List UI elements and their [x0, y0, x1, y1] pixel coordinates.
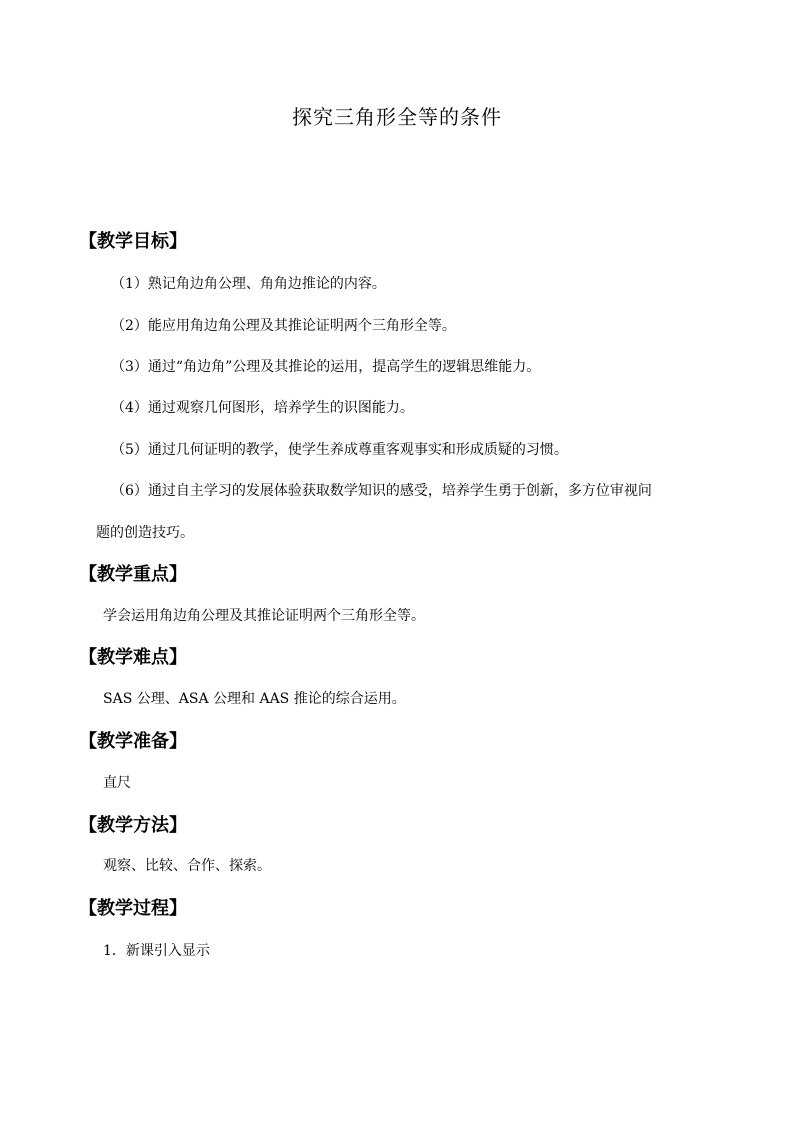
process-step-1: 1．新课引入显示	[103, 943, 210, 959]
section-heading-preparation: 【教学准备】	[79, 731, 187, 752]
objective-item-4: （4）通过观察几何图形，培养学生的识图能力。	[111, 400, 414, 416]
page-title: 探究三角形全等的条件	[292, 105, 502, 129]
objective-item-6-continued: 题的创造技巧。	[96, 525, 194, 541]
objective-item-5: （5）通过几何证明的教学，使学生养成尊重客观事实和形成质疑的习惯。	[111, 442, 568, 458]
preparation-text: 直尺	[103, 775, 131, 791]
difficulties-text: SAS 公理、ASA 公理和 AAS 推论的综合运用。	[103, 691, 406, 707]
section-heading-process: 【教学过程】	[79, 898, 187, 919]
section-heading-difficulties: 【教学难点】	[79, 647, 187, 668]
methods-text: 观察、比较、合作、探索。	[103, 858, 271, 874]
section-heading-key-points: 【教学重点】	[79, 564, 187, 585]
section-heading-methods: 【教学方法】	[79, 815, 187, 836]
objective-item-2: （2）能应用角边角公理及其推论证明两个三角形全等。	[111, 318, 456, 334]
objective-item-1: （1）熟记角边角公理、角角边推论的内容。	[111, 276, 386, 292]
objective-item-6: （6）通过自主学习的发展体验获取数学知识的感受，培养学生勇于创新，多方位审视问	[111, 483, 652, 499]
objective-item-3: （3）通过“角边角”公理及其推论的运用，提高学生的逻辑思维能力。	[111, 359, 541, 375]
key-points-text: 学会运用角边角公理及其推论证明两个三角形全等。	[103, 608, 425, 624]
section-heading-objectives: 【教学目标】	[79, 231, 187, 252]
